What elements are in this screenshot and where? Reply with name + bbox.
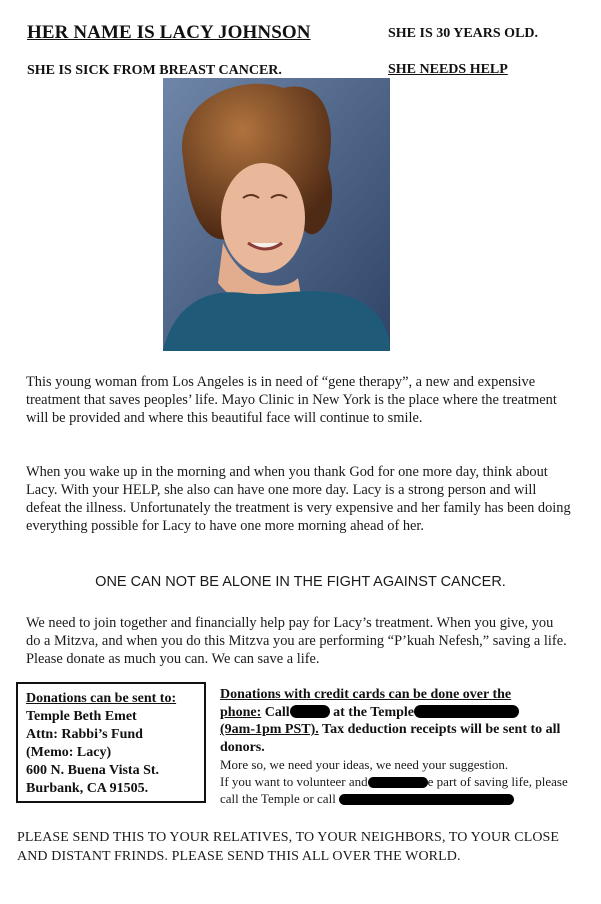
redacted-phone <box>290 705 330 718</box>
at-temple-text: at the Temple <box>333 704 415 720</box>
ideas-text: More so, we need your ideas, we need your suggestion. <box>220 757 509 772</box>
morning-paragraph: When you wake up in the morning and when you thank God for one more day, think about Lacy. With your HELP, she also can have one more day. Lacy is a strong person and will defeat the illness. Unfortunately the treatment is very expensive and her family has been doing everything possible for Lacy to have one more morning ahead of her. <box>26 464 571 534</box>
address-line: Attn: Rabbi’s Fund <box>26 727 143 742</box>
age-line: SHE IS 30 YEARS OLD. <box>388 26 539 41</box>
portrait-photo <box>163 78 390 351</box>
receipts-text: Tax deduction receipts will be sent to all donors. <box>220 722 561 755</box>
redacted-word <box>368 777 428 788</box>
credit-title: Donations with credit cards can be done over the <box>220 687 512 702</box>
page-title: HER NAME IS LACY JOHNSON <box>27 22 311 43</box>
call-text: Call <box>264 704 290 720</box>
address-line: Temple Beth Emet <box>26 709 137 724</box>
mitzva-paragraph: We need to join together and financially help pay for Lacy’s treatment. When you give, you do a Mitzva, and when you do this Mitzva you are performing “P’kuah Nefesh,” saving a life. Please donate as much you can. We can save a life. <box>26 615 567 667</box>
address-line: 600 N. Buena Vista St. <box>26 763 160 778</box>
hours-text: (9am-1pm PST). <box>220 722 319 737</box>
needs-help-line: SHE NEEDS HELP <box>388 62 508 77</box>
volunteer-text-end: e part of saving life, please <box>427 774 568 789</box>
mail-donation-box <box>16 682 206 803</box>
redacted-contact <box>339 794 514 805</box>
slogan: ONE CAN NOT BE ALONE IN THE FIGHT AGAINST CANCER. <box>95 574 506 590</box>
illness-line: SHE IS SICK FROM BREAST CANCER. <box>27 63 282 78</box>
address-line: (Memo: Lacy) <box>26 745 112 760</box>
redacted-temple-number <box>414 705 519 718</box>
footer-plea: PLEASE SEND THIS TO YOUR RELATIVES, TO YOUR NEIGHBORS, TO YOUR CLOSE AND DISTANT FRINDS. PLEASE SEND THIS ALL OVER THE WORLD. <box>17 830 560 864</box>
volunteer-text-start: If you want to volunteer and <box>220 774 368 789</box>
phone-label: phone: <box>220 704 262 720</box>
address-line: Burbank, CA 91505. <box>26 781 149 796</box>
mail-donation-title: Donations can be sent to: <box>26 691 177 706</box>
credit-card-info <box>220 686 570 807</box>
intro-paragraph: This young woman from Los Angeles is in need of “gene therapy”, a new and expensive treatment that saves peoples’ life. Mayo Clinic in New York is the place where the treatment will be provided and where this beautiful face will continue to smile. <box>26 374 557 426</box>
call-temple-text: call the Temple or call <box>220 791 336 806</box>
